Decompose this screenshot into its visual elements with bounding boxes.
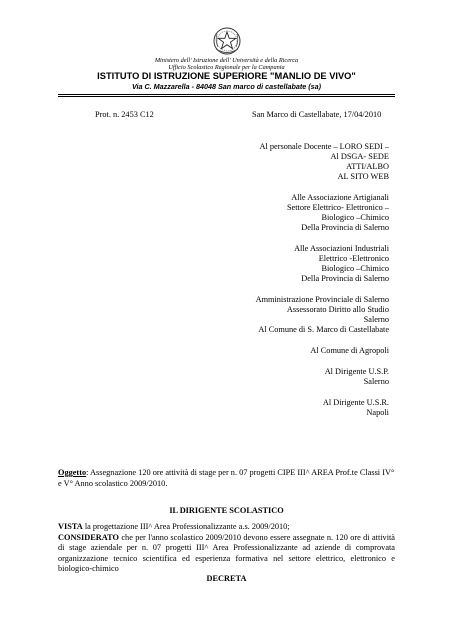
recipient-line: Alle Associazione Artigianali (291, 193, 389, 202)
vista-text: la progettazione III^ Area Professionalizzante a.s. 2009/2010; (82, 522, 290, 531)
recipient-line: Al Comune di Agropoli (310, 346, 389, 355)
vista-label: VISTA (58, 522, 83, 531)
italian-republic-emblem-icon (212, 26, 242, 56)
recipient-line: Della Provincia di Salerno (301, 274, 389, 283)
school-name: ISTITUTO DI ISTRUZIONE SUPERIORE "MANLIO DE VIVO" (97, 71, 356, 81)
recipient-line: Al Dirigente U.S.P. (324, 367, 389, 376)
recipient-block (129, 398, 389, 418)
heading-dirigente: IL DIRIGENTE SCOLASTICO (169, 506, 284, 515)
subject-paragraph (58, 467, 395, 489)
protocol-number: Prot. n. 2453 C12 (95, 110, 154, 119)
subject-text: : Assegnazione 120 ore attività di stage per n. 07 progetti CIPE III^ AREA Prof.te Classi IV° e V° Anno scolastico 2009/2010. (58, 468, 395, 488)
recipient-line: Elettrico -Elettronico (318, 254, 389, 263)
recipient-line: Al Comune di S. Marco di Castellabate (258, 325, 389, 334)
recipient-line: Della Provincia di Salerno (301, 223, 389, 232)
body-text (58, 522, 395, 575)
recipients-list (129, 142, 389, 429)
recipient-line: Al Dirigente U.S.R. (322, 398, 389, 407)
recipient-line: Salerno (363, 377, 389, 386)
heading-decreta: DECRETA (206, 574, 247, 583)
recipient-block (129, 142, 389, 182)
recipient-line: Settore Elettrico- Elettronico – (286, 203, 389, 212)
recipient-block (129, 367, 389, 387)
recipient-block (129, 346, 389, 356)
subject-label: Oggetto (58, 468, 87, 477)
vista-paragraph (58, 522, 395, 533)
recipient-line: Amministrazione Provinciale di Salerno (255, 295, 389, 304)
recipient-block (129, 295, 389, 335)
recipient-line: Biologico –Chimico (321, 213, 389, 222)
recipient-line: Napoli (366, 408, 389, 417)
school-address: Via C. Mazzarella - 84048 San marco di castellabate (sa) (131, 82, 322, 91)
considerato-paragraph (58, 533, 395, 575)
ministry-name: Ministero dell' Istruzione dell' Università e della Ricerca (154, 57, 299, 64)
header-divider (58, 94, 395, 95)
recipient-line: Al personale Docente – LORO SEDI – (259, 142, 389, 151)
considerato-text: che per l'anno scolastico 2009/2010 devono essere assegnate n. 120 ore di attività di stage aziendale per n. 07 progetti III^ Area Professionalizzante ad aziende di comprovata organizzazione tecnico scientifica ed esperienza formativa nel settore elettrico, elettronico e biologico-chimico (58, 532, 395, 574)
recipient-line: AL SITO WEB (337, 172, 389, 181)
recipient-line: Alle Associazioni Industriali (294, 244, 389, 253)
recipient-line: Assessorato Diritto allo Studio (286, 305, 389, 314)
regional-office: Ufficio Scolastico Regionale per la Campania (168, 64, 285, 71)
recipient-block (129, 193, 389, 233)
recipient-line: Al DSGA- SEDE (330, 152, 389, 161)
recipient-line: Salerno (363, 315, 389, 324)
considerato-label: CONSIDERATO (58, 532, 120, 542)
place-and-date: San Marco di Castellabate, 17/04/2010 (252, 110, 382, 119)
header-divider (58, 96, 395, 97)
recipient-block (129, 244, 389, 284)
recipient-line: ATTI/ALBO (346, 162, 389, 171)
recipient-line: Biologico –Chimico (321, 264, 389, 273)
